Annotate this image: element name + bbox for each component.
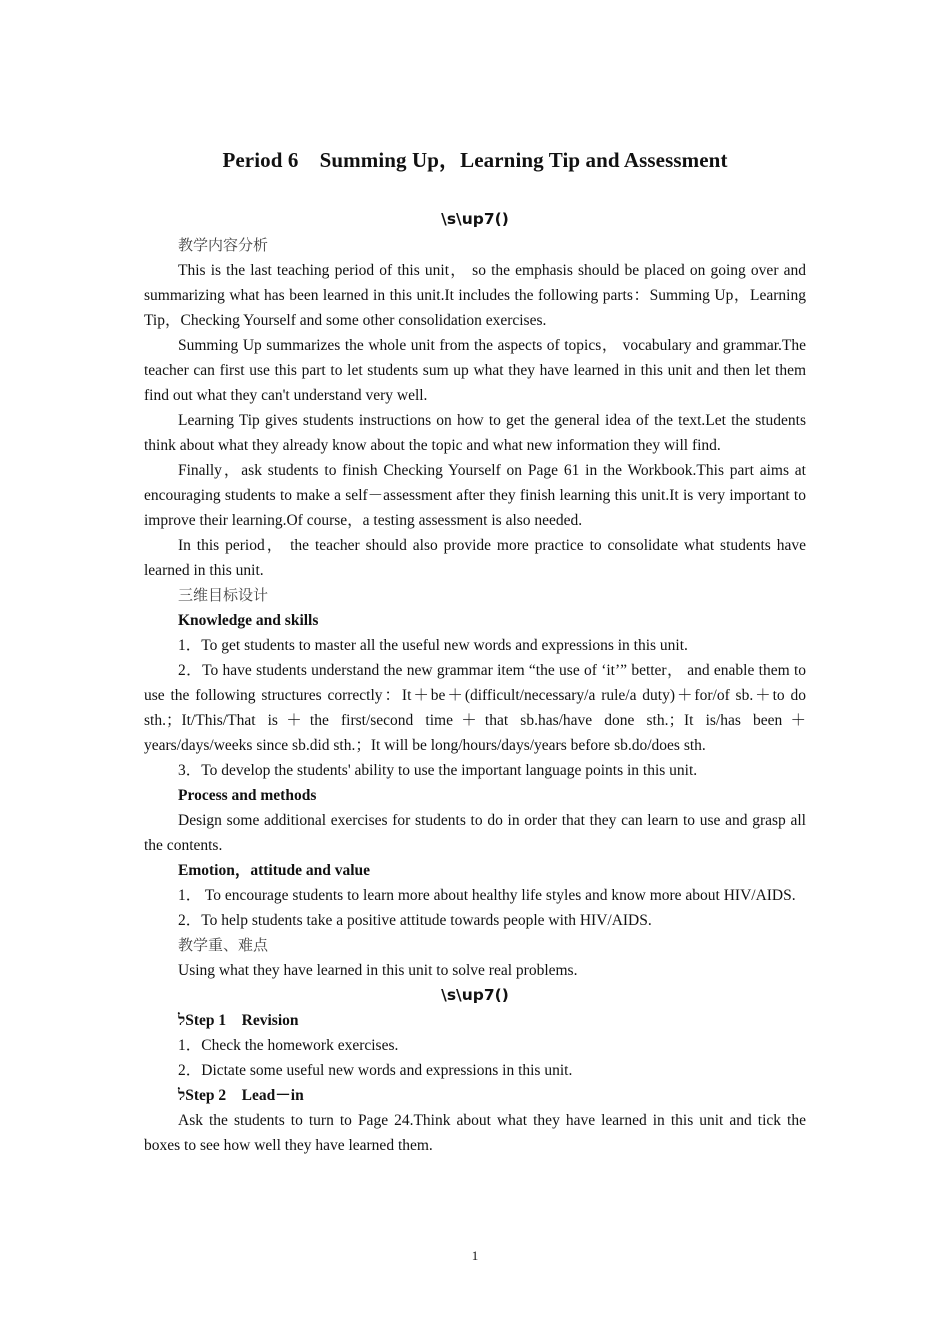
paragraph: Design some additional exercises for students to do in order that they can learn to use and grasp all the contents.	[144, 812, 806, 854]
list-item: 2．Dictate some useful new words and expressions in this unit.	[178, 1062, 573, 1079]
section-heading-analysis: 教学内容分析	[178, 236, 269, 254]
step-marker: ל	[178, 1012, 186, 1029]
step-title: Step 2 Lead－in	[185, 1087, 304, 1104]
equation-field-label: \s\up7()	[441, 986, 509, 1004]
page-title: Period 6 Summing Up，Learning Tip and Assessment	[222, 148, 728, 172]
step-marker: ל	[178, 1087, 186, 1104]
list-item: 2．To help students take a positive attitude towards people with HIV/AIDS.	[178, 912, 652, 929]
step-title: Step 1 Revision	[185, 1012, 299, 1029]
subheading-emotion: Emotion，attitude and value	[178, 862, 371, 879]
page-number: 1	[471, 1248, 479, 1263]
subheading-process: Process and methods	[178, 787, 317, 804]
paragraph: Learning Tip gives students instructions on how to get the general idea of the text.Let the students think about what they already know about the topic and what new information they will find.	[144, 412, 806, 454]
paragraph: Summing Up summarizes the whole unit from the aspects of topics， vocabulary and grammar.The teacher can first use this part to let students sum up what they have learned in this unit and then let them find out what they can't understand very well.	[144, 337, 806, 404]
paragraph: Using what they have learned in this unit to solve real problems.	[178, 962, 578, 979]
paragraph: This is the last teaching period of this unit， so the emphasis should be placed on going over and summarizing what has been learned in this unit.It includes the following parts：Summing Up，Learning Tip，Checking Yourself and some other consolidation exercises.	[144, 262, 806, 329]
list-item: 1． To encourage students to learn more about healthy life styles and know more about HIV/AIDS.	[178, 887, 796, 904]
step-heading-2	[144, 1083, 806, 1108]
paragraph: Finally，ask students to finish Checking Yourself on Page 61 in the Workbook.This part aims at encouraging students to make a self－assessment after they finish learning this unit.It is very important to improve their learning.Of course，a testing assessment is also needed.	[144, 462, 806, 529]
subheading-knowledge: Knowledge and skills	[178, 612, 319, 629]
list-item: 2．To have students understand the new grammar item “the use of ‘it’” better， and enable them to use the following structures correctly：It＋be＋(difficult/necessary/a rule/a duty)＋for/of sb.＋to do sth.；It/This/That is＋the first/second time＋that sb.has/have done sth.；It is/has been＋years/days/weeks since sb.did sth.；It will be long/hours/days/years before sb.do/does sth.	[144, 662, 806, 754]
document-body	[144, 233, 806, 1158]
list-item: 1．To get students to master all the useful new words and expressions in this unit.	[178, 637, 688, 654]
equation-field-label: \s\up7()	[441, 210, 509, 228]
section-heading-goals: 三维目标设计	[178, 586, 269, 604]
section-heading-key-points: 教学重、难点	[178, 936, 269, 954]
list-item: 3．To develop the students' ability to use the important language points in this unit.	[178, 762, 698, 779]
step-heading-1	[144, 1008, 806, 1033]
paragraph: Ask the students to turn to Page 24.Think about what they have learned in this unit and tick the boxes to see how well they have learned them.	[144, 1112, 806, 1154]
paragraph: In this period， the teacher should also provide more practice to consolidate what students have learned in this unit.	[144, 537, 806, 579]
list-item: 1．Check the homework exercises.	[178, 1037, 399, 1054]
